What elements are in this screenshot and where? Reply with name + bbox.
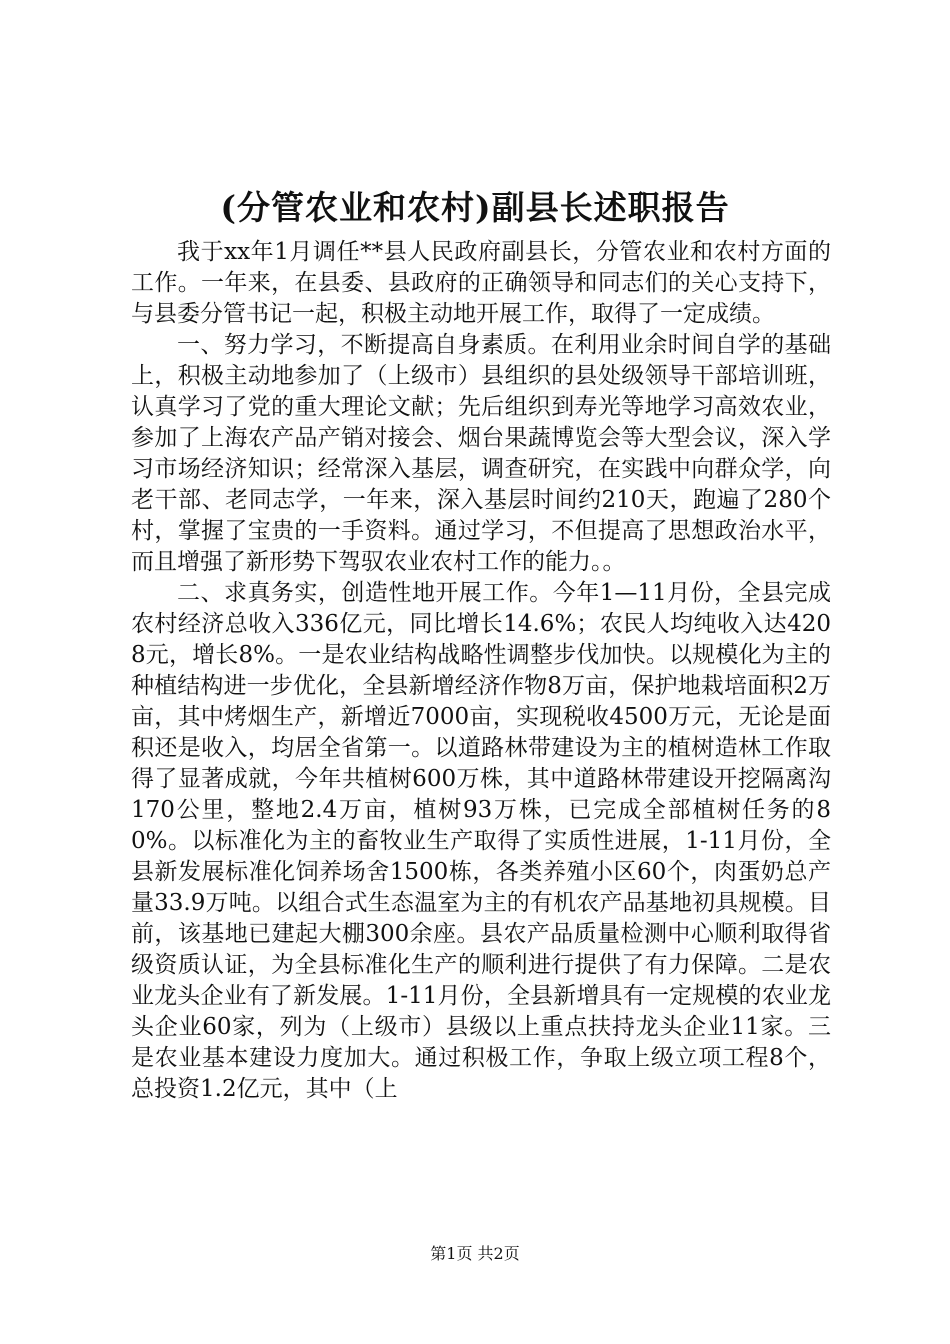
- paragraph-study: 一、努力学习，不断提高自身素质。在利用业余时间自学的基础上，积极主动地参加了（上级市）县组织的县处级领导干部培训班，认真学习了党的重大理论文献；先后组织到寿光等地学习高效农业，参加了上海农产品产销对接会、烟台果蔬博览会等大型会议，深入学习市场经济知识；经常深入基层，调查研究，在实践中向群众学，向老干部、老同志学，一年来，深入基层时间约210天，跑遍了280个村，掌握了宝贵的一手资料。通过学习，不但提高了思想政治水平，而且增强了新形势下驾驭农业农村工作的能力。。: [131, 332, 831, 575]
- document-title: (分管农业和农村)副县长述职报告: [220, 188, 730, 227]
- paragraph-intro: 我于xx年1月调任**县人民政府副县长，分管农业和农村方面的工作。一年来，在县委、县政府的正确领导和同志们的关心支持下，与县委分管书记一起，积极主动地开展工作，取得了一定成绩。: [131, 239, 831, 327]
- paragraph-work: 二、求真务实，创造性地开展工作。今年1—11月份，全县完成农村经济总收入336亿元，同比增长14.6%；农民人均纯收入达4208元，增长8%。一是农业结构战略性调整步伐加快。以规模化为主的种植结构进一步优化，全县新增经济作物8万亩，保护地栽培面积2万亩，其中烤烟生产，新增近7000亩，实现税收4500万元，无论是面积还是收入，均居全省第一。以道路林带建设为主的植树造林工作取得了显著成就，今年共植树600万株，其中道路林带建设开挖隔离沟170公里，整地2.4万亩，植树93万株，已完成全部植树任务的80%。以标准化为主的畜牧业生产取得了实质性进展，1-11月份，全县新发展标准化饲养场舍1500栋，各类养殖小区60个，肉蛋奶总产量33.9万吨。以组合式生态温室为主的有机农产品基地初具规模。目前，该基地已建起大棚300余座。县农产品质量检测中心顺利取得省级资质认证，为全县标准化生产的顺利进行提供了有力保障。二是农业龙头企业有了新发展。1-11月份，全县新增具有一定规模的农业龙头企业60家，列为（上级市）县级以上重点扶持龙头企业11家。三是农业基本建设力度加大。通过积极工作，争取上级立项工程8个，总投资1.2亿元，其中（上: [131, 580, 831, 1102]
- document-body: [131, 237, 831, 1105]
- page-number-footer: 第1页 共2页: [430, 1244, 520, 1263]
